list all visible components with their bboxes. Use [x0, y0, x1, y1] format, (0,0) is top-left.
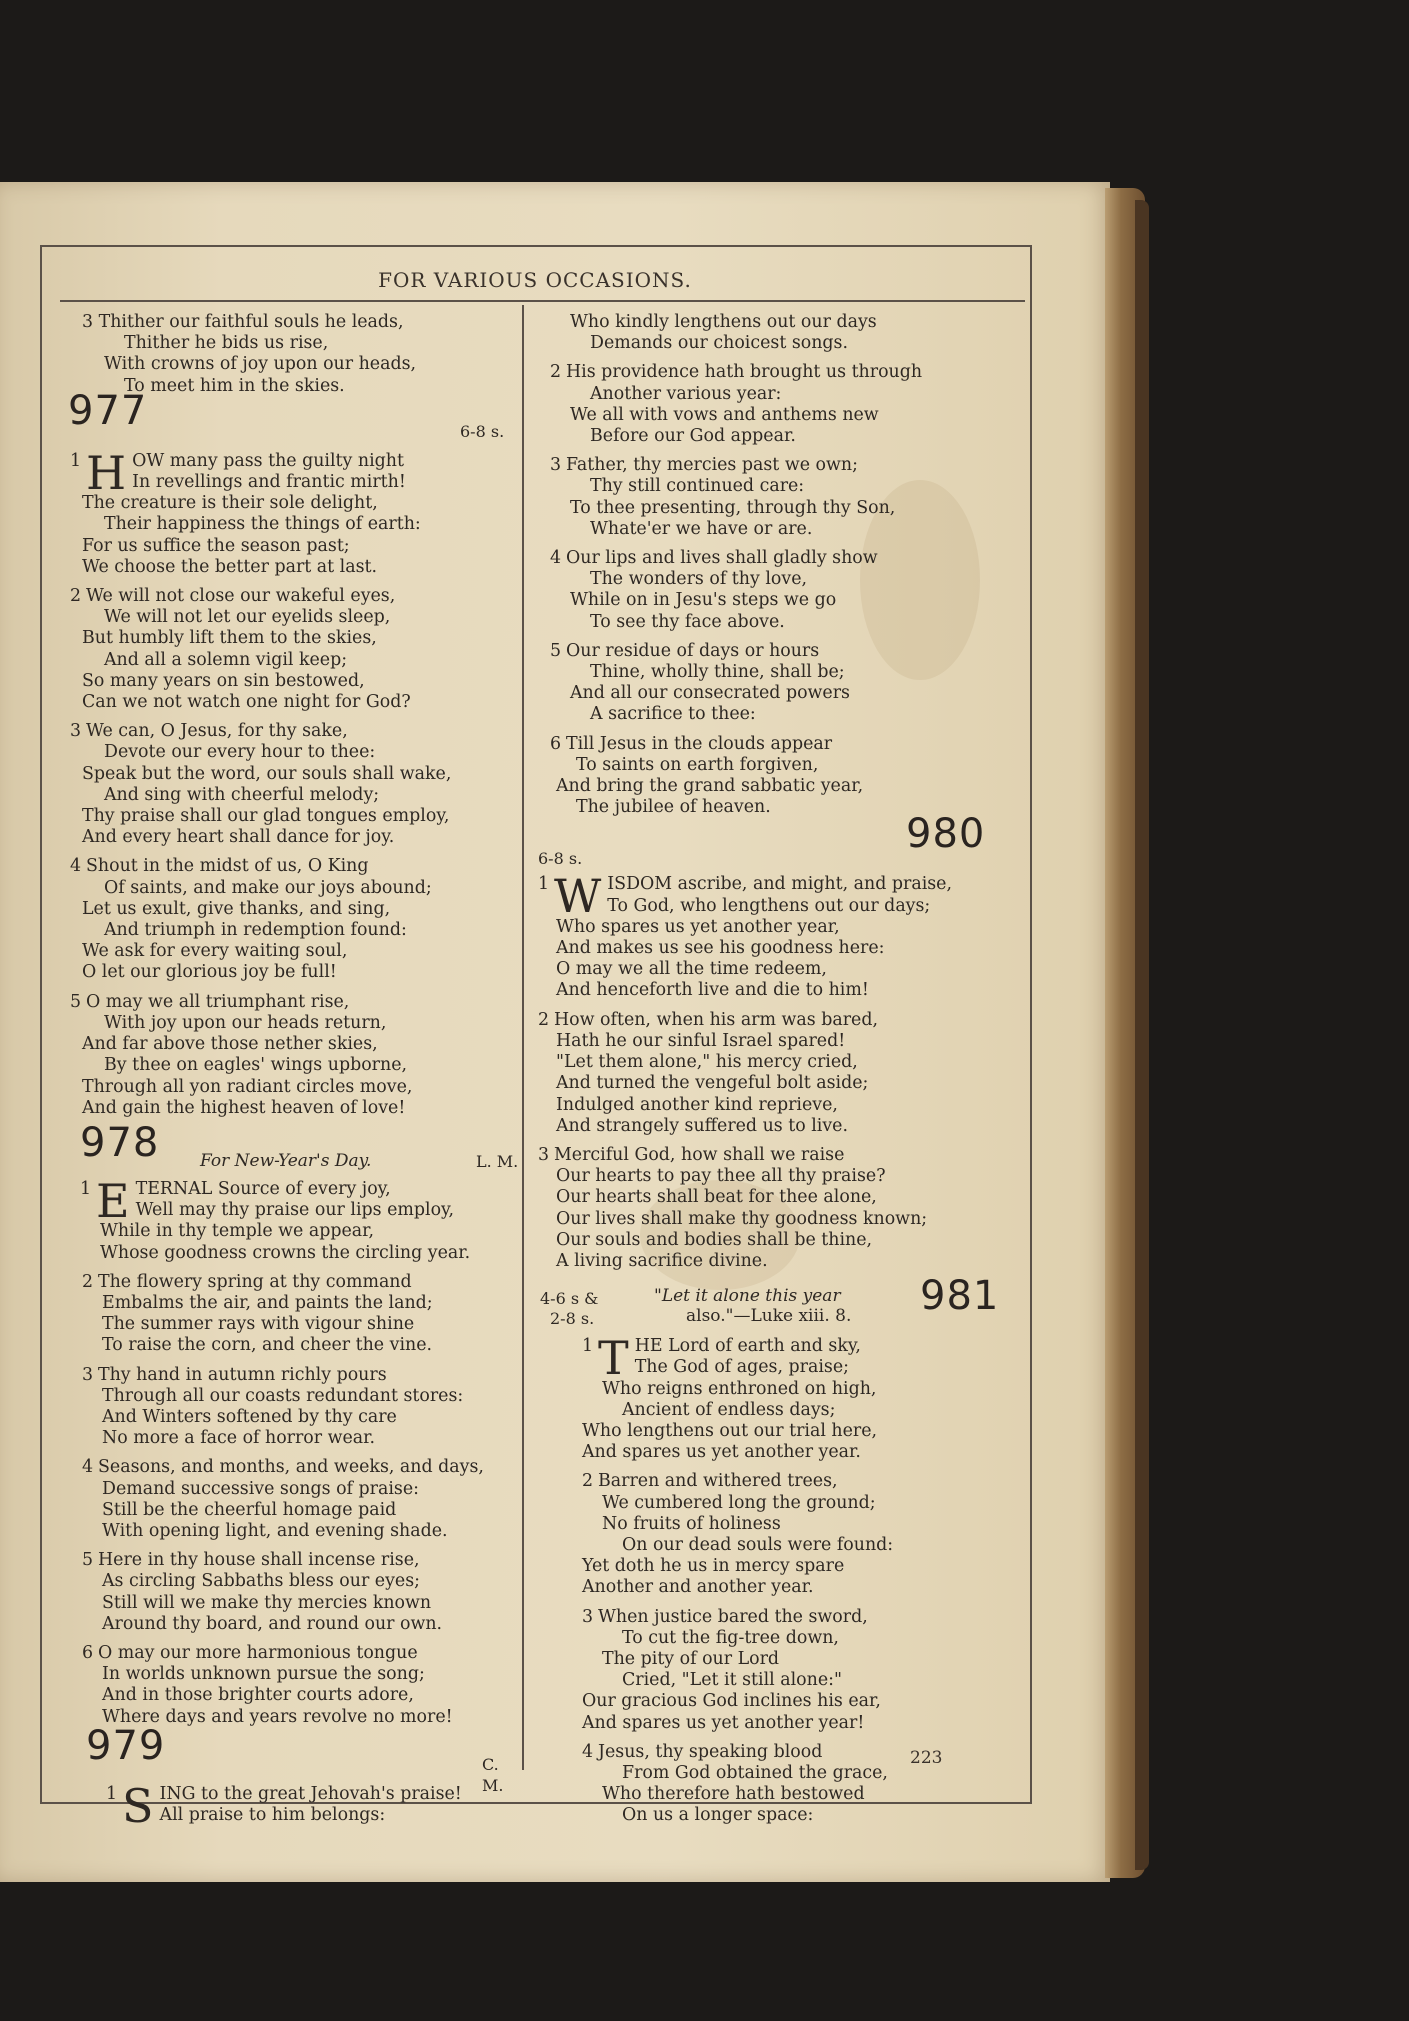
hymn-977-verse-3: 3 We can, O Jesus, for thy sake, Devote our every hour to thee: Speak but the word, our souls shall wake, And sing with cheerful melody; Thy praise shall our glad tongues employ, And every heart shall dance for joy.: [82, 721, 522, 848]
verse-line: Who lengthens out our trial here,: [582, 1420, 878, 1441]
verse-line: Our lives shall make thy goodness known;: [556, 1208, 928, 1229]
verse-line: We will not let our eyelids sleep,: [104, 607, 391, 628]
hymn-980-verse-3: 3 Merciful God, how shall we raise Our hearts to pay thee all thy praise? Our hearts shall beat for thee alone, Our lives shall make thy goodness known; Our souls and bodies shall be thine, A living sacrifice divine.: [538, 1145, 1008, 1272]
hymn-981-heading: [538, 1273, 1008, 1336]
verse-line: And sing with cheerful melody;: [104, 784, 380, 805]
hymn-meter: 6-8 s.: [538, 849, 583, 869]
verse-line: O may our more harmonious tongue: [98, 1642, 418, 1663]
verse-line: And spares us yet another year.: [582, 1442, 861, 1463]
verse-line: Our lips and lives shall gladly show: [566, 548, 878, 569]
verse-line: By thee on eagles' wings upborne,: [104, 1055, 408, 1076]
verse-line: "Let them alone," his mercy cried,: [556, 1052, 858, 1073]
verse-line: To saints on earth forgiven,: [576, 754, 819, 775]
hymn-977-verse-4: 4 Shout in the midst of us, O King Of saints, and make our joys abound; Let us exult, give thanks, and sing, And triumph in redemption found: We ask for every waiting soul, O let our glorious joy be full!: [82, 856, 522, 983]
verse-line: Our gracious God inclines his ear,: [582, 1691, 881, 1712]
hymn-meter: 2-8 s.: [550, 1309, 595, 1329]
verse-line: Another various year:: [590, 383, 782, 404]
verse-line: ISDOM ascribe, and might, and praise,: [607, 874, 952, 895]
hymn-number: 981: [920, 1273, 1000, 1320]
hymn-981-verse-2: 2 Barren and withered trees, We cumbered long the ground; No fruits of holiness On our dead souls were found: Yet doth he us in mercy spare Another and another year.: [538, 1471, 1008, 1598]
hymn-epigraph: "Let it alone this year: [654, 1286, 841, 1307]
right-column: [538, 312, 1008, 1827]
verse-line: In revellings and frantic mirth!: [132, 472, 406, 493]
hymn-978-verse-5: 5 Here in thy house shall incense rise, As circling Sabbaths bless our eyes; Still will we make thy mercies known Around thy board, and round our own.: [82, 1550, 522, 1635]
hymn-981-verse-3: 3 When justice bared the sword, To cut the fig-tree down, The pity of our Lord Cried, "Let it still alone:" Our gracious God inclines his ear, And spares us yet another year!: [538, 1607, 1008, 1734]
verse-line: ING to the great Jehovah's praise!: [159, 1783, 462, 1804]
intro-verse: [82, 312, 522, 397]
verse-line: But humbly lift them to the skies,: [82, 628, 377, 649]
verse-line: Barren and withered trees,: [598, 1471, 838, 1492]
verse-line: And all our consecrated powers: [570, 683, 850, 704]
hymn-meter: C. M.: [482, 1754, 504, 1795]
verse-line: To raise the corn, and cheer the vine.: [102, 1335, 433, 1356]
verse-line: With crowns of joy upon our heads,: [104, 354, 417, 375]
verse-line: Let us exult, give thanks, and sing,: [82, 898, 391, 919]
verse-line: The God of ages, praise;: [634, 1357, 849, 1378]
verse-line: TERNAL Source of every joy,: [135, 1178, 391, 1199]
verse-line: Jesus, thy speaking blood: [598, 1741, 823, 1762]
hymn-980-verse-1: 1 W ISDOM ascribe, and might, and praise, To God, who lengthens out our days; Who spares us yet another year, And makes us see his goodness here: O may we all the time redeem, And henceforth live and die to him!: [538, 874, 1008, 1001]
verse-line: Who spares us yet another year,: [556, 916, 840, 937]
verse-line: We will not close our wakeful eyes,: [86, 586, 396, 607]
verse-line: Demand successive songs of praise:: [102, 1478, 419, 1499]
verse-line: HE Lord of earth and sky,: [634, 1336, 861, 1357]
verse-line: To meet him in the skies.: [124, 375, 345, 396]
hymn-number: 980: [906, 811, 986, 858]
verse-line: While on in Jesu's steps we go: [570, 590, 837, 611]
verse-line: And triumph in redemption found:: [104, 920, 407, 941]
verse-line: The wonders of thy love,: [590, 569, 808, 590]
verse-line: And Winters softened by thy care: [102, 1406, 397, 1427]
hymn-977-heading: [68, 387, 522, 451]
verse-line: Shout in the midst of us, O King: [86, 856, 369, 877]
verse-line: We all with vows and anthems new: [570, 404, 879, 425]
hymn-epigraph: also."—Luke xiii. 8.: [686, 1306, 852, 1327]
verse-line: Cried, "Let it still alone:": [622, 1670, 842, 1691]
verse-line: Merciful God, how shall we raise: [554, 1144, 845, 1165]
verse-line: Through all our coasts redundant stores:: [102, 1385, 464, 1406]
verse-line: We choose the better part at last.: [82, 556, 378, 577]
hymn-981-verse-4: 4 Jesus, thy speaking blood From God obtained the grace, Who therefore hath bestowed On us a longer space:: [538, 1742, 1008, 1827]
verse-line: Another and another year.: [582, 1577, 814, 1598]
verse-line: Devote our every hour to thee:: [104, 742, 376, 763]
hymn-977-verse-1: 1 H OW many pass the guilty night In revellings and frantic mirth! The creature is their sole delight, Their happiness the things of earth: For us suffice the season past; We choose the better part at last.: [82, 451, 522, 578]
verse-line: Thither he bids us rise,: [124, 333, 329, 354]
verse-line: On our dead souls were found:: [622, 1534, 894, 1555]
verse-line: Father, thy mercies past we own;: [566, 455, 858, 476]
hymn-978-heading: [80, 1119, 522, 1179]
verse-line: And turned the vengeful bolt aside;: [556, 1073, 869, 1094]
verse-line: And henceforth live and die to him!: [556, 980, 869, 1001]
verse-line: All praise to him belongs:: [159, 1804, 386, 1825]
header-rule: [60, 300, 1025, 302]
verse-line: Their happiness the things of earth:: [104, 514, 421, 535]
drop-cap: W: [554, 869, 602, 924]
verse-line: The flowery spring at thy command: [98, 1271, 412, 1292]
verse-line: Thy praise shall our glad tongues employ,: [82, 806, 450, 827]
verse-line: Well may thy praise our lips employ,: [135, 1200, 455, 1221]
hymn-977-verse-2: 2 We will not close our wakeful eyes, We will not let our eyelids sleep, But humbly lift them to the skies, And all a solemn vigil keep; So many years on sin bestowed, Can we not watch one night for God?: [82, 586, 522, 713]
hymn-978-verse-1: 1 E TERNAL Source of every joy, Well may thy praise our lips employ, While in thy temple we appear, Whose goodness crowns the circling year.: [82, 1179, 522, 1264]
verse-line: Indulged another kind reprieve,: [556, 1094, 838, 1115]
verse-line: And gain the highest heaven of love!: [82, 1097, 406, 1118]
verse-line: And all a solemn vigil keep;: [104, 649, 348, 670]
verse-line: OW many pass the guilty night: [132, 450, 404, 471]
verse-line: When justice bared the sword,: [598, 1606, 868, 1627]
verse-line: Still be the cheerful homage paid: [102, 1499, 397, 1520]
verse-line: Here in thy house shall incense rise,: [98, 1550, 420, 1571]
verse-line: Of saints, and make our joys abound;: [104, 877, 432, 898]
verse-line: To cut the fig-tree down,: [622, 1627, 839, 1648]
verse-line: With joy upon our heads return,: [104, 1012, 387, 1033]
verse-line: Yet doth he us in mercy spare: [582, 1556, 845, 1577]
verse-line: No fruits of holiness: [602, 1513, 781, 1534]
verse-line: The creature is their sole delight,: [82, 493, 378, 514]
verse-line: Our hearts to pay thee all thy praise?: [556, 1166, 886, 1187]
verse-line: Who therefore hath bestowed: [602, 1784, 865, 1805]
verse-line: In worlds unknown pursue the song;: [102, 1664, 425, 1685]
hymn-978-verse-3: 3 Thy hand in autumn richly pours Through all our coasts redundant stores: And Winters softened by thy care No more a face of horror wear.: [82, 1365, 522, 1450]
verse-line: On us a longer space:: [622, 1805, 814, 1826]
verse-line: As circling Sabbaths bless our eyes;: [102, 1571, 420, 1592]
page-number: 223: [910, 1748, 943, 1768]
verse-line: Still will we make thy mercies known: [102, 1592, 432, 1613]
drop-cap: T: [598, 1331, 629, 1386]
hymn-978-verse-6: 6 O may our more harmonious tongue In worlds unknown pursue the song; And in those brighter courts adore, Where days and years revolve no more!: [82, 1643, 522, 1728]
verse-line: So many years on sin bestowed,: [82, 670, 365, 691]
verse-line: Around thy board, and round our own.: [102, 1613, 443, 1634]
column-divider: [522, 305, 524, 1770]
verse-line: Speak but the word, our souls shall wake,: [82, 763, 452, 784]
verse-line: 3 Thither our faithful souls he leads,: [82, 312, 404, 332]
drop-cap: S: [122, 1778, 154, 1833]
hymn-980-heading: [538, 811, 1008, 874]
verse-line: O may we all triumphant rise,: [86, 991, 350, 1012]
verse-line: To God, who lengthens out our days;: [607, 895, 931, 916]
hymn-979-verse-1: 1 S ING to the great Jehovah's praise! All praise to him belongs:: [82, 1784, 522, 1826]
verse-line: Who reigns enthroned on high,: [602, 1378, 877, 1399]
verse-line: No more a face of horror wear.: [102, 1428, 376, 1449]
verse-line: Before our God appear.: [590, 426, 796, 447]
verse-line: And spares us yet another year!: [582, 1712, 865, 1733]
verse-line: And every heart shall dance for joy.: [82, 827, 395, 848]
verse-line: The pity of our Lord: [602, 1648, 780, 1669]
verse-line: Ancient of endless days;: [622, 1399, 836, 1420]
verse-line: Who kindly lengthens out our days: [570, 312, 877, 332]
verse-line: With opening light, and evening shade.: [102, 1520, 448, 1541]
verse-line: His providence hath brought us through: [566, 362, 923, 383]
verse-line: To see thy face above.: [590, 611, 785, 632]
hymn-978-verse-2: 2 The flowery spring at thy command Embalms the air, and paints the land; The summer rays with vigour shine To raise the corn, and cheer the vine.: [82, 1272, 522, 1357]
hymn-number: 979: [86, 1722, 166, 1769]
hymn-981-verse-1: 1 T HE Lord of earth and sky, The God of ages, praise; Who reigns enthroned on high, Ancient of endless days; Who lengthens out our trial here, And spares us yet another year.: [538, 1336, 1008, 1463]
verse-line: The summer rays with vigour shine: [102, 1314, 415, 1335]
verse-line: Whose goodness crowns the circling year.: [100, 1242, 471, 1263]
left-column: [68, 312, 522, 1833]
verse-line: For us suffice the season past;: [82, 535, 350, 556]
hymn-979-continued: Who kindly lengthens out our days Demands our choicest songs. 2 His providence hath brought us through Another various year: We all with vows and anthems new Before our God appear. 3 Father, thy mercies past we own; Thy still continued care: To thee presenting, through thy Son, Whate'er we have or are. 4 Our lips and lives shall gladly show The wonders of thy love, While on in Jesu's steps we go To see thy face above. 5 Our residue of days or hours Thine, wholly thine, shall be; And all our consecrated powers A sacrifice to thee: 6 Till Jesus in the clouds appear To saints on earth forgiven, And bring the grand sabbatic year, The jubilee of heaven.: [538, 312, 1008, 818]
verse-line: Thine, wholly thine, shall be;: [590, 662, 845, 683]
hymn-978-verse-4: 4 Seasons, and months, and weeks, and days, Demand successive songs of praise: Still be the cheerful homage paid With opening light, and evening shade.: [82, 1457, 522, 1542]
verse-line: Thy still continued care:: [590, 476, 805, 497]
hymn-980-verse-2: 2 How often, when his arm was bared, Hath he our sinful Israel spared! "Let them alone," his mercy cried, And turned the vengeful bolt aside; Indulged another kind reprieve, And strangely suffered us to live.: [538, 1010, 1008, 1137]
verse-line: Our residue of days or hours: [566, 640, 820, 661]
verse-line: And far above those nether skies,: [82, 1034, 378, 1055]
verse-line: Seasons, and months, and weeks, and days,: [98, 1457, 484, 1478]
verse-line: We cumbered long the ground;: [602, 1492, 876, 1513]
verse-line: And in those brighter courts adore,: [102, 1685, 414, 1706]
book-spine: [1135, 200, 1149, 1870]
drop-cap: H: [86, 445, 127, 500]
verse-line: And makes us see his goodness here:: [556, 938, 885, 959]
verse-line: Thy hand in autumn richly pours: [98, 1364, 387, 1385]
verse-line: While in thy temple we appear,: [100, 1221, 375, 1242]
verse-line: O may we all the time redeem,: [556, 959, 827, 980]
verse-line: Our hearts shall beat for thee alone,: [556, 1187, 877, 1208]
verse-line: Embalms the air, and paints the land;: [102, 1292, 433, 1313]
verse-line: And strangely suffered us to live.: [556, 1115, 848, 1136]
verse-line: Can we not watch one night for God?: [82, 692, 411, 713]
verse-line: A living sacrifice divine.: [556, 1250, 768, 1271]
hymn-977-verse-5: 5 O may we all triumphant rise, With joy upon our heads return, And far above those nether skies, By thee on eagles' wings upborne, Through all yon radiant circles move, And gain the highest heaven of love!: [82, 992, 522, 1119]
hymn-number: 977: [68, 387, 148, 434]
verse-line: How often, when his arm was bared,: [554, 1009, 878, 1030]
verse-line: We can, O Jesus, for thy sake,: [86, 721, 348, 742]
verse-line: Through all yon radiant circles move,: [82, 1076, 413, 1097]
verse-line: A sacrifice to thee:: [590, 704, 756, 725]
verse-line: Where days and years revolve no more!: [102, 1706, 453, 1727]
verse-line: Demands our choicest songs.: [590, 333, 849, 354]
verse-line: Whate'er we have or are.: [590, 518, 813, 539]
drop-cap: E: [96, 1173, 130, 1228]
verse-line: Till Jesus in the clouds appear: [566, 733, 833, 754]
verse-line: To thee presenting, through thy Son,: [570, 497, 896, 518]
verse-line: The jubilee of heaven.: [576, 797, 771, 818]
verse-line: We ask for every waiting soul,: [82, 941, 348, 962]
hymn-meter: L. M.: [476, 1151, 519, 1171]
verse-line: From God obtained the grace,: [622, 1762, 888, 1783]
hymn-number: 978: [80, 1119, 160, 1166]
hymn-meter: 6-8 s.: [460, 421, 505, 441]
hymn-meter: 4-6 s &: [540, 1289, 599, 1309]
hymn-occasion: For New-Year's Day.: [200, 1150, 372, 1171]
verse-line: Our souls and bodies shall be thine,: [556, 1229, 873, 1250]
running-header: FOR VARIOUS OCCASIONS.: [378, 268, 692, 292]
verse-line: Hath he our sinful Israel spared!: [556, 1030, 846, 1051]
verse-line: O let our glorious joy be full!: [82, 962, 337, 983]
verse-line: And bring the grand sabbatic year,: [556, 776, 864, 797]
